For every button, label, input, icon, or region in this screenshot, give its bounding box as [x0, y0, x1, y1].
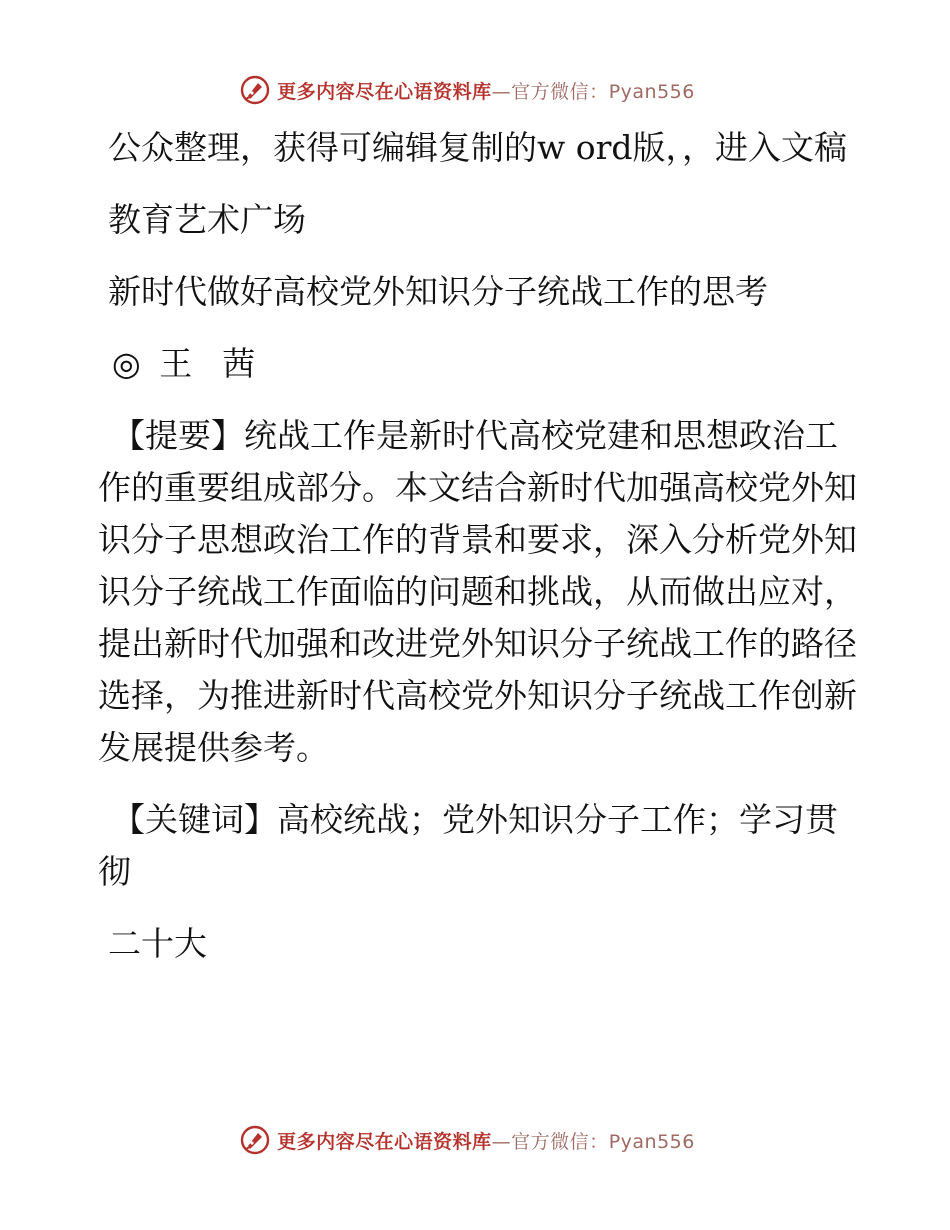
banner-accent-text: 更多内容尽在心语资料库 — [277, 1130, 492, 1153]
author-given-name: 王 — [159, 344, 197, 383]
pen-nib-logo-icon — [239, 1124, 271, 1156]
footer-banner-text — [277, 1127, 695, 1154]
header-banner-text — [277, 77, 695, 104]
document-title: 新时代做好高校党外知识分子统战工作的思考 — [108, 272, 768, 311]
pen-nib-logo-icon — [239, 74, 271, 106]
banner-wechat-label: 官方微信： — [511, 80, 609, 103]
intro-paragraph: 公众整理，获得可编辑复制的w ord版，，进入文稿 — [108, 128, 848, 167]
header-banner-inner — [239, 74, 695, 106]
banner-accent-text: 更多内容尽在心语资料库 — [277, 80, 492, 103]
banner-separator: — — [491, 80, 512, 103]
abstract-paragraph: 【提要】统战工作是新时代高校党建和思想政治工作的重要组成部分。本文结合新时代加强高校党外知识分子思想政治工作的背景和要求，深入分析党外知识分子统战工作面临的问题和挑战，从而做出应对，提出新时代加强和改进党外知识分子统战工作的路径选择，为推进新时代高校党外知识分子统战工作创新发展提供参考。 — [98, 416, 857, 767]
footer-banner — [0, 1120, 950, 1160]
banner-wechat-handle: Pyan556 — [608, 1130, 695, 1153]
tail-paragraph: 二十大 — [108, 924, 207, 963]
author-family-name: 茜 — [222, 344, 260, 383]
section-label: 教育艺术广场 — [108, 200, 306, 239]
footer-banner-inner — [239, 1124, 695, 1156]
header-banner — [0, 70, 950, 110]
keywords-paragraph: 【关键词】高校统战；党外知识分子工作；学习贯彻 — [98, 800, 838, 891]
document-body — [98, 122, 858, 990]
banner-wechat-label: 官方微信： — [511, 1130, 609, 1153]
banner-separator: — — [491, 1130, 512, 1153]
author-line — [98, 338, 858, 390]
author-mark: ◎ — [112, 344, 145, 383]
banner-wechat-handle: Pyan556 — [608, 80, 695, 103]
